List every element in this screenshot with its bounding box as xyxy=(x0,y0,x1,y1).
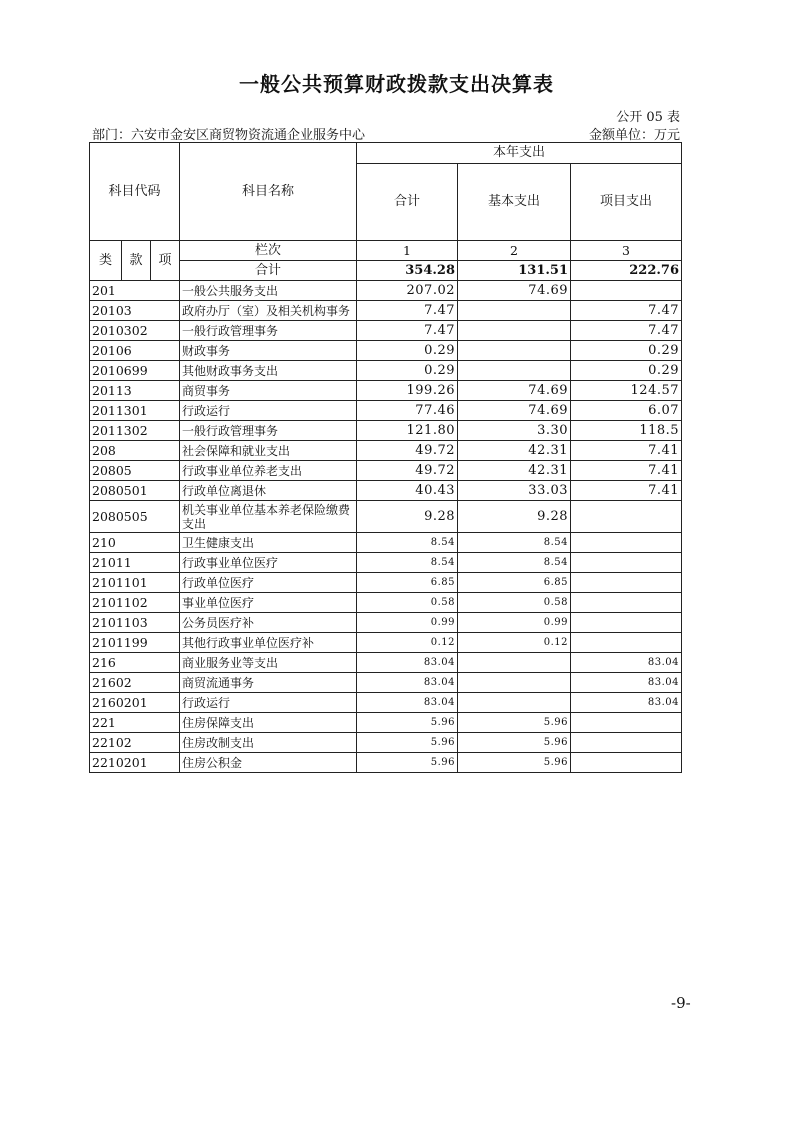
total-basic: 131.51 xyxy=(458,261,571,281)
row-project: 0.29 xyxy=(571,361,682,381)
row-project: 0.29 xyxy=(571,341,682,361)
row-code: 21011 xyxy=(90,553,180,573)
row-code: 2101103 xyxy=(90,613,180,633)
header-current-year: 本年支出 xyxy=(357,143,682,164)
table-row xyxy=(90,733,682,753)
row-project xyxy=(571,281,682,301)
row-code: 2011301 xyxy=(90,401,180,421)
row-code: 201 xyxy=(90,281,180,301)
row-project: 7.41 xyxy=(571,481,682,501)
row-name: 商业服务业等支出 xyxy=(180,653,357,673)
header-basic: 基本支出 xyxy=(458,164,571,241)
header-total: 合计 xyxy=(357,164,458,241)
row-project xyxy=(571,533,682,553)
row-total: 0.29 xyxy=(357,341,458,361)
row-project xyxy=(571,593,682,613)
row-project: 7.41 xyxy=(571,441,682,461)
row-total: 5.96 xyxy=(357,733,458,753)
table-row xyxy=(90,441,682,461)
table-row xyxy=(90,533,682,553)
total-label: 合计 xyxy=(180,261,357,281)
row-project: 7.47 xyxy=(571,301,682,321)
table-row xyxy=(90,281,682,301)
column-index-1: 1 xyxy=(357,241,458,261)
row-name: 行政单位离退休 xyxy=(180,481,357,501)
table-row xyxy=(90,693,682,713)
unit-label: 金额单位：万元 xyxy=(588,128,680,143)
row-project: 83.04 xyxy=(571,653,682,673)
row-name: 商贸流通事务 xyxy=(180,673,357,693)
row-total: 8.54 xyxy=(357,553,458,573)
row-code: 20805 xyxy=(90,461,180,481)
header-kuan: 款 xyxy=(122,241,151,281)
row-basic: 5.96 xyxy=(458,713,571,733)
row-project xyxy=(571,633,682,653)
header-subject-name: 科目名称 xyxy=(180,143,357,241)
row-code: 2011302 xyxy=(90,421,180,441)
row-code: 2101101 xyxy=(90,573,180,593)
row-basic: 5.96 xyxy=(458,753,571,773)
table-row xyxy=(90,341,682,361)
row-code: 22102 xyxy=(90,733,180,753)
row-total: 199.26 xyxy=(357,381,458,401)
row-total: 83.04 xyxy=(357,693,458,713)
row-name: 其他财政事务支出 xyxy=(180,361,357,381)
row-basic xyxy=(458,673,571,693)
table-row xyxy=(90,653,682,673)
row-code: 2010302 xyxy=(90,321,180,341)
row-name: 住房改制支出 xyxy=(180,733,357,753)
column-index-2: 2 xyxy=(458,241,571,261)
row-total: 0.12 xyxy=(357,633,458,653)
row-name: 住房保障支出 xyxy=(180,713,357,733)
table-row xyxy=(90,381,682,401)
row-basic xyxy=(458,653,571,673)
row-project xyxy=(571,613,682,633)
table-row xyxy=(90,713,682,733)
row-project: 124.57 xyxy=(571,381,682,401)
row-code: 2101199 xyxy=(90,633,180,653)
table-row xyxy=(90,321,682,341)
row-name: 行政事业单位医疗 xyxy=(180,553,357,573)
row-code: 2080505 xyxy=(90,501,180,533)
row-project xyxy=(571,501,682,533)
row-code: 2160201 xyxy=(90,693,180,713)
row-total: 5.96 xyxy=(357,713,458,733)
page-number: -9- xyxy=(671,994,691,1012)
row-basic: 42.31 xyxy=(458,441,571,461)
header-column-index: 栏次 xyxy=(180,241,357,261)
row-basic: 9.28 xyxy=(458,501,571,533)
header-project: 项目支出 xyxy=(571,164,682,241)
row-total: 49.72 xyxy=(357,461,458,481)
row-basic: 5.96 xyxy=(458,733,571,753)
table-row xyxy=(90,593,682,613)
row-name: 一般行政管理事务 xyxy=(180,321,357,341)
row-name: 财政事务 xyxy=(180,341,357,361)
row-code: 216 xyxy=(90,653,180,673)
row-total: 83.04 xyxy=(357,673,458,693)
row-code: 20103 xyxy=(90,301,180,321)
table-row xyxy=(90,633,682,653)
total-project: 222.76 xyxy=(571,261,682,281)
row-project: 83.04 xyxy=(571,693,682,713)
header-lei: 类 xyxy=(90,241,122,281)
row-project: 7.47 xyxy=(571,321,682,341)
row-basic: 74.69 xyxy=(458,281,571,301)
row-basic: 33.03 xyxy=(458,481,571,501)
table-row xyxy=(90,501,682,533)
row-name: 公务员医疗补 xyxy=(180,613,357,633)
row-name: 卫生健康支出 xyxy=(180,533,357,553)
row-total: 207.02 xyxy=(357,281,458,301)
row-basic xyxy=(458,341,571,361)
row-code: 21602 xyxy=(90,673,180,693)
table-row xyxy=(90,673,682,693)
row-name: 机关事业单位基本养老保险缴费支出 xyxy=(180,501,357,533)
row-project xyxy=(571,573,682,593)
row-total: 9.28 xyxy=(357,501,458,533)
row-code: 2010699 xyxy=(90,361,180,381)
row-basic: 0.99 xyxy=(458,613,571,633)
row-total: 83.04 xyxy=(357,653,458,673)
row-basic: 74.69 xyxy=(458,401,571,421)
header-xiang: 项 xyxy=(151,241,180,281)
row-basic: 6.85 xyxy=(458,573,571,593)
row-code: 20113 xyxy=(90,381,180,401)
row-total: 0.58 xyxy=(357,593,458,613)
row-name: 一般行政管理事务 xyxy=(180,421,357,441)
row-project xyxy=(571,713,682,733)
department-label: 部门：六安市金安区商贸物资流通企业服务中心 xyxy=(92,128,366,143)
table-row xyxy=(90,553,682,573)
row-total: 0.29 xyxy=(357,361,458,381)
row-name: 事业单位医疗 xyxy=(180,593,357,613)
row-name: 住房公积金 xyxy=(180,753,357,773)
row-basic: 8.54 xyxy=(458,553,571,573)
row-project: 83.04 xyxy=(571,673,682,693)
row-name: 行政运行 xyxy=(180,401,357,421)
total-sum: 354.28 xyxy=(357,261,458,281)
row-basic: 8.54 xyxy=(458,533,571,553)
row-code: 208 xyxy=(90,441,180,461)
row-basic: 0.12 xyxy=(458,633,571,653)
row-project: 6.07 xyxy=(571,401,682,421)
row-total: 5.96 xyxy=(357,753,458,773)
row-basic: 3.30 xyxy=(458,421,571,441)
row-total: 49.72 xyxy=(357,441,458,461)
row-total: 40.43 xyxy=(357,481,458,501)
row-name: 商贸事务 xyxy=(180,381,357,401)
expenditure-table xyxy=(89,142,682,773)
row-total: 6.85 xyxy=(357,573,458,593)
row-project xyxy=(571,733,682,753)
row-basic: 0.58 xyxy=(458,593,571,613)
table-row xyxy=(90,573,682,593)
row-code: 221 xyxy=(90,713,180,733)
table-row xyxy=(90,401,682,421)
row-total: 8.54 xyxy=(357,533,458,553)
row-total: 121.80 xyxy=(357,421,458,441)
row-basic xyxy=(458,321,571,341)
table-row xyxy=(90,481,682,501)
row-code: 210 xyxy=(90,533,180,553)
row-name: 社会保障和就业支出 xyxy=(180,441,357,461)
row-basic xyxy=(458,693,571,713)
table-row xyxy=(90,361,682,381)
row-basic xyxy=(458,301,571,321)
row-name: 其他行政事业单位医疗补 xyxy=(180,633,357,653)
row-code: 2210201 xyxy=(90,753,180,773)
row-code: 2101102 xyxy=(90,593,180,613)
table-row xyxy=(90,301,682,321)
row-basic: 74.69 xyxy=(458,381,571,401)
table-row xyxy=(90,421,682,441)
row-project: 118.5 xyxy=(571,421,682,441)
row-total: 0.99 xyxy=(357,613,458,633)
page-title: 一般公共预算财政拨款支出决算表 xyxy=(239,72,554,96)
row-name: 行政事业单位养老支出 xyxy=(180,461,357,481)
row-name: 行政运行 xyxy=(180,693,357,713)
row-project xyxy=(571,553,682,573)
table-row xyxy=(90,461,682,481)
row-name: 政府办厅（室）及相关机构事务 xyxy=(180,301,357,321)
row-project xyxy=(571,753,682,773)
form-number: 公开 05 表 xyxy=(616,110,680,125)
row-name: 行政单位医疗 xyxy=(180,573,357,593)
header-subject-code: 科目代码 xyxy=(90,143,180,241)
table-row xyxy=(90,753,682,773)
row-code: 20106 xyxy=(90,341,180,361)
row-code: 2080501 xyxy=(90,481,180,501)
row-basic xyxy=(458,361,571,381)
row-basic: 42.31 xyxy=(458,461,571,481)
column-index-3: 3 xyxy=(571,241,682,261)
row-project: 7.41 xyxy=(571,461,682,481)
row-name: 一般公共服务支出 xyxy=(180,281,357,301)
row-total: 7.47 xyxy=(357,321,458,341)
row-total: 77.46 xyxy=(357,401,458,421)
table-row xyxy=(90,613,682,633)
row-total: 7.47 xyxy=(357,301,458,321)
